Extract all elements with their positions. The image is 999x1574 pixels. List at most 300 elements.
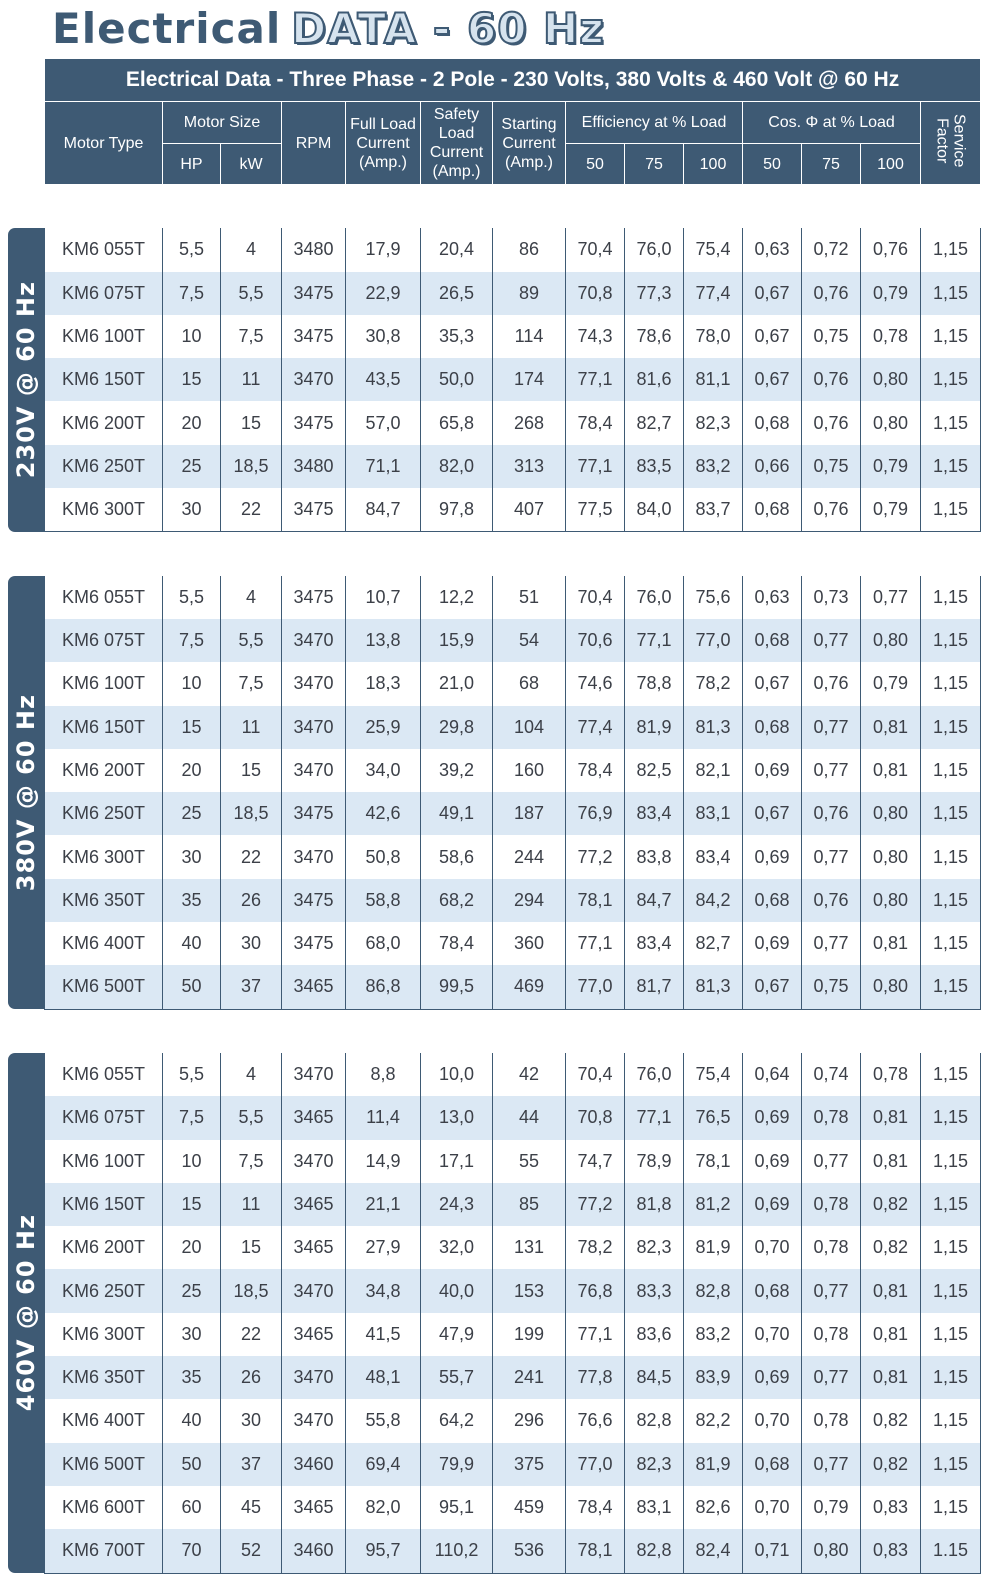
cell-cos-50: 0,63 (743, 228, 802, 271)
cell-safety-load-current: 47,9 (421, 1313, 493, 1356)
cell-kw: 5,5 (221, 619, 282, 662)
cell-full-load-current: 84,7 (346, 488, 421, 532)
cell-safety-load-current: 35,3 (421, 315, 493, 358)
cell-service-factor: 1,15 (921, 1183, 981, 1226)
cell-rpm: 3475 (282, 272, 346, 315)
cell-full-load-current: 34,0 (346, 749, 421, 792)
cell-full-load-current: 58,8 (346, 879, 421, 922)
cell-full-load-current: 22,9 (346, 272, 421, 315)
cell-hp: 5,5 (163, 576, 221, 619)
cell-kw: 45 (221, 1486, 282, 1529)
cell-service-factor: 1,15 (921, 792, 981, 835)
cell-eff-100: 75,4 (684, 228, 743, 271)
cell-eff-75: 81,8 (625, 1183, 684, 1226)
cell-starting-current: 104 (493, 706, 566, 749)
cell-eff-75: 84,0 (625, 488, 684, 532)
cell-cos-100: 0,79 (861, 662, 921, 705)
cell-motor-type: KM6 700T (45, 1529, 163, 1573)
cell-service-factor: 1,15 (921, 879, 981, 922)
cell-eff-50: 78,4 (566, 401, 625, 444)
cell-cos-100: 0,82 (861, 1399, 921, 1442)
electrical-data-table (44, 58, 981, 1574)
cell-starting-current: 68 (493, 662, 566, 705)
cell-cos-75: 0,77 (802, 1269, 861, 1312)
cell-motor-type: KM6 500T (45, 965, 163, 1009)
cell-hp: 7,5 (163, 272, 221, 315)
cell-starting-current: 54 (493, 619, 566, 662)
cell-eff-100: 77,0 (684, 619, 743, 662)
cell-eff-75: 81,9 (625, 706, 684, 749)
cell-cos-100: 0,80 (861, 965, 921, 1009)
cell-hp: 5,5 (163, 1053, 221, 1096)
cell-eff-50: 77,2 (566, 1183, 625, 1226)
cell-eff-50: 76,8 (566, 1269, 625, 1312)
cell-cos-100: 0,80 (861, 835, 921, 878)
cell-service-factor: 1,15 (921, 445, 981, 488)
voltage-tab-460v (8, 1053, 44, 1573)
cell-eff-100: 75,6 (684, 576, 743, 619)
cell-cos-75: 0,76 (802, 662, 861, 705)
cell-kw: 4 (221, 576, 282, 619)
cell-cos-50: 0,69 (743, 835, 802, 878)
cell-eff-50: 70,8 (566, 272, 625, 315)
cell-rpm: 3465 (282, 1183, 346, 1226)
cell-motor-type: KM6 200T (45, 1226, 163, 1269)
cell-cos-75: 0,75 (802, 445, 861, 488)
cell-cos-100: 0,81 (861, 1096, 921, 1139)
cell-eff-75: 82,3 (625, 1443, 684, 1486)
table-row (45, 228, 981, 271)
cell-full-load-current: 41,5 (346, 1313, 421, 1356)
cell-cos-50: 0,69 (743, 1096, 802, 1139)
cell-rpm: 3470 (282, 662, 346, 705)
cell-cos-100: 0,81 (861, 1140, 921, 1183)
cell-safety-load-current: 29,8 (421, 706, 493, 749)
title-main: Electrical (52, 4, 282, 53)
cell-hp: 60 (163, 1486, 221, 1529)
cell-service-factor: 1,15 (921, 1486, 981, 1529)
cell-eff-100: 82,3 (684, 401, 743, 444)
cell-hp: 10 (163, 315, 221, 358)
cell-safety-load-current: 82,0 (421, 445, 493, 488)
table-row (45, 315, 981, 358)
cell-cos-50: 0,69 (743, 1356, 802, 1399)
cell-motor-type: KM6 300T (45, 1313, 163, 1356)
cell-rpm: 3475 (282, 792, 346, 835)
cell-safety-load-current: 49,1 (421, 792, 493, 835)
cell-motor-type: KM6 300T (45, 835, 163, 878)
cell-cos-50: 0,70 (743, 1313, 802, 1356)
cell-eff-75: 76,0 (625, 576, 684, 619)
cell-full-load-current: 57,0 (346, 401, 421, 444)
table-row (45, 1226, 981, 1269)
cell-motor-type: KM6 300T (45, 488, 163, 532)
cell-starting-current: 114 (493, 315, 566, 358)
cell-eff-75: 78,6 (625, 315, 684, 358)
cell-motor-type: KM6 100T (45, 315, 163, 358)
cell-service-factor: 1,15 (921, 749, 981, 792)
table-row (45, 1140, 981, 1183)
cell-safety-load-current: 64,2 (421, 1399, 493, 1442)
cell-service-factor: 1,15 (921, 1399, 981, 1442)
cell-eff-75: 81,6 (625, 358, 684, 401)
table-row (45, 619, 981, 662)
electrical-data-table-wrapper (44, 58, 980, 1574)
cell-cos-75: 0,75 (802, 315, 861, 358)
cell-starting-current: 153 (493, 1269, 566, 1312)
cell-eff-75: 82,3 (625, 1226, 684, 1269)
cell-rpm: 3460 (282, 1443, 346, 1486)
cell-cos-100: 0,80 (861, 358, 921, 401)
table-row (45, 1486, 981, 1529)
cell-cos-50: 0,67 (743, 358, 802, 401)
cell-cos-50: 0,70 (743, 1399, 802, 1442)
cell-eff-50: 78,1 (566, 879, 625, 922)
header-eff-100: 100 (684, 144, 743, 185)
cell-starting-current: 469 (493, 965, 566, 1009)
table-caption: Electrical Data - Three Phase - 2 Pole - 230 Volts, 380 Volts & 460 Volt @ 60 Hz (45, 59, 981, 102)
cell-hp: 40 (163, 1399, 221, 1442)
cell-cos-50: 0,67 (743, 315, 802, 358)
cell-kw: 7,5 (221, 662, 282, 705)
cell-eff-50: 77,4 (566, 706, 625, 749)
cell-service-factor: 1,15 (921, 706, 981, 749)
table-row (45, 1053, 981, 1096)
cell-safety-load-current: 110,2 (421, 1529, 493, 1573)
cell-kw: 18,5 (221, 792, 282, 835)
cell-starting-current: 536 (493, 1529, 566, 1573)
cell-rpm: 3460 (282, 1529, 346, 1573)
table-row (45, 272, 981, 315)
cell-hp: 7,5 (163, 1096, 221, 1139)
cell-rpm: 3470 (282, 1356, 346, 1399)
cell-eff-100: 83,7 (684, 488, 743, 532)
cell-service-factor: 1,15 (921, 662, 981, 705)
cell-motor-type: KM6 250T (45, 1269, 163, 1312)
cell-cos-75: 0,76 (802, 792, 861, 835)
cell-service-factor: 1,15 (921, 1226, 981, 1269)
cell-eff-75: 82,8 (625, 1399, 684, 1442)
cell-cos-50: 0,67 (743, 965, 802, 1009)
cell-cos-75: 0,78 (802, 1226, 861, 1269)
table-row (45, 358, 981, 401)
cell-cos-100: 0,79 (861, 445, 921, 488)
cell-eff-50: 76,6 (566, 1399, 625, 1442)
cell-cos-75: 0,77 (802, 619, 861, 662)
cell-eff-50: 77,0 (566, 965, 625, 1009)
cell-rpm: 3480 (282, 445, 346, 488)
table-row (45, 1356, 981, 1399)
cell-eff-50: 77,1 (566, 1313, 625, 1356)
cell-starting-current: 313 (493, 445, 566, 488)
cell-cos-75: 0,75 (802, 965, 861, 1009)
cell-rpm: 3475 (282, 576, 346, 619)
cell-kw: 30 (221, 1399, 282, 1442)
cell-eff-50: 77,1 (566, 445, 625, 488)
cell-eff-75: 82,7 (625, 401, 684, 444)
cell-rpm: 3475 (282, 315, 346, 358)
cell-eff-50: 77,0 (566, 1443, 625, 1486)
cell-eff-50: 78,4 (566, 1486, 625, 1529)
cell-eff-75: 83,4 (625, 922, 684, 965)
table-row (45, 1269, 981, 1312)
cell-full-load-current: 95,7 (346, 1529, 421, 1573)
cell-safety-load-current: 50,0 (421, 358, 493, 401)
cell-eff-75: 83,5 (625, 445, 684, 488)
cell-cos-75: 0,79 (802, 1486, 861, 1529)
cell-cos-100: 0,81 (861, 749, 921, 792)
cell-motor-type: KM6 250T (45, 792, 163, 835)
cell-cos-75: 0,77 (802, 835, 861, 878)
cell-kw: 4 (221, 228, 282, 271)
cell-eff-100: 81,2 (684, 1183, 743, 1226)
cell-cos-100: 0,81 (861, 1313, 921, 1356)
cell-kw: 11 (221, 706, 282, 749)
cell-hp: 10 (163, 662, 221, 705)
cell-eff-50: 70,4 (566, 576, 625, 619)
cell-hp: 50 (163, 965, 221, 1009)
cell-starting-current: 375 (493, 1443, 566, 1486)
cell-kw: 15 (221, 749, 282, 792)
cell-kw: 26 (221, 1356, 282, 1399)
table-row (45, 1096, 981, 1139)
cell-cos-75: 0,78 (802, 1313, 861, 1356)
table-row (45, 706, 981, 749)
cell-motor-type: KM6 350T (45, 1356, 163, 1399)
cell-cos-100: 0,82 (861, 1443, 921, 1486)
table-row (45, 922, 981, 965)
cell-starting-current: 407 (493, 488, 566, 532)
cell-motor-type: KM6 500T (45, 1443, 163, 1486)
table-row (45, 576, 981, 619)
cell-cos-50: 0,68 (743, 1269, 802, 1312)
cell-eff-100: 78,1 (684, 1140, 743, 1183)
cell-hp: 25 (163, 445, 221, 488)
cell-cos-100: 0,81 (861, 922, 921, 965)
cell-starting-current: 42 (493, 1053, 566, 1096)
cell-kw: 18,5 (221, 1269, 282, 1312)
cell-rpm: 3470 (282, 1053, 346, 1096)
cell-motor-type: KM6 075T (45, 1096, 163, 1139)
cell-full-load-current: 18,3 (346, 662, 421, 705)
cell-rpm: 3475 (282, 879, 346, 922)
cell-cos-50: 0,69 (743, 1140, 802, 1183)
cell-rpm: 3470 (282, 358, 346, 401)
cell-eff-100: 76,5 (684, 1096, 743, 1139)
cell-rpm: 3470 (282, 749, 346, 792)
cell-hp: 50 (163, 1443, 221, 1486)
header-hp: HP (163, 144, 221, 185)
header-rpm: RPM (282, 102, 346, 185)
cell-service-factor: 1,15 (921, 401, 981, 444)
cell-kw: 26 (221, 879, 282, 922)
cell-eff-100: 75,4 (684, 1053, 743, 1096)
cell-full-load-current: 48,1 (346, 1356, 421, 1399)
cell-rpm: 3475 (282, 401, 346, 444)
table-row (45, 792, 981, 835)
cell-rpm: 3465 (282, 965, 346, 1009)
cell-kw: 30 (221, 922, 282, 965)
cell-eff-100: 82,1 (684, 749, 743, 792)
cell-eff-100: 78,0 (684, 315, 743, 358)
cell-cos-100: 0,83 (861, 1529, 921, 1573)
table-row (45, 488, 981, 532)
cell-eff-50: 70,4 (566, 1053, 625, 1096)
cell-safety-load-current: 95,1 (421, 1486, 493, 1529)
cell-cos-50: 0,68 (743, 706, 802, 749)
cell-rpm: 3470 (282, 835, 346, 878)
cell-safety-load-current: 39,2 (421, 749, 493, 792)
cell-rpm: 3480 (282, 228, 346, 271)
cell-safety-load-current: 79,9 (421, 1443, 493, 1486)
cell-cos-100: 0,83 (861, 1486, 921, 1529)
cell-cos-50: 0,64 (743, 1053, 802, 1096)
cell-kw: 11 (221, 358, 282, 401)
cell-full-load-current: 13,8 (346, 619, 421, 662)
cell-motor-type: KM6 055T (45, 1053, 163, 1096)
cell-motor-type: KM6 250T (45, 445, 163, 488)
cell-eff-50: 77,2 (566, 835, 625, 878)
cell-cos-100: 0,79 (861, 272, 921, 315)
table-row (45, 662, 981, 705)
cell-hp: 40 (163, 922, 221, 965)
header-motor-size: Motor Size (163, 102, 282, 144)
cell-hp: 30 (163, 835, 221, 878)
cell-hp: 70 (163, 1529, 221, 1573)
cell-service-factor: 1,15 (921, 358, 981, 401)
cell-cos-50: 0,70 (743, 1486, 802, 1529)
cell-eff-75: 84,7 (625, 879, 684, 922)
header-cos-75: 75 (802, 144, 861, 185)
cell-eff-75: 83,4 (625, 792, 684, 835)
cell-hp: 10 (163, 1140, 221, 1183)
cell-kw: 7,5 (221, 1140, 282, 1183)
cell-rpm: 3470 (282, 1269, 346, 1312)
cell-eff-50: 77,5 (566, 488, 625, 532)
cell-eff-50: 77,1 (566, 358, 625, 401)
header-eff-75: 75 (625, 144, 684, 185)
cell-motor-type: KM6 075T (45, 619, 163, 662)
cell-service-factor: 1,15 (921, 576, 981, 619)
cell-starting-current: 55 (493, 1140, 566, 1183)
cell-cos-100: 0,80 (861, 619, 921, 662)
cell-service-factor: 1,15 (921, 488, 981, 532)
cell-rpm: 3465 (282, 1096, 346, 1139)
cell-cos-75: 0,78 (802, 1399, 861, 1442)
cell-eff-75: 83,6 (625, 1313, 684, 1356)
header-starting-current: Starting Current (Amp.) (493, 102, 566, 185)
header-cos-phi: Cos. Φ at % Load (743, 102, 921, 144)
cell-starting-current: 459 (493, 1486, 566, 1529)
table-row (45, 879, 981, 922)
header-service-factor (921, 102, 981, 185)
cell-hp: 15 (163, 706, 221, 749)
cell-motor-type: KM6 400T (45, 1399, 163, 1442)
cell-hp: 15 (163, 358, 221, 401)
cell-eff-75: 77,1 (625, 619, 684, 662)
cell-safety-load-current: 40,0 (421, 1269, 493, 1312)
cell-cos-100: 0,76 (861, 228, 921, 271)
cell-starting-current: 294 (493, 879, 566, 922)
cell-eff-50: 78,1 (566, 1529, 625, 1573)
cell-kw: 15 (221, 1226, 282, 1269)
cell-hp: 20 (163, 749, 221, 792)
cell-safety-load-current: 12,2 (421, 576, 493, 619)
cell-safety-load-current: 26,5 (421, 272, 493, 315)
cell-cos-75: 0,77 (802, 922, 861, 965)
cell-eff-50: 76,9 (566, 792, 625, 835)
cell-full-load-current: 27,9 (346, 1226, 421, 1269)
table-row (45, 1443, 981, 1486)
cell-service-factor: 1,15 (921, 1096, 981, 1139)
table-row (45, 445, 981, 488)
cell-service-factor: 1,15 (921, 1140, 981, 1183)
cell-eff-100: 83,2 (684, 1313, 743, 1356)
header-full-load-current: Full Load Current (Amp.) (346, 102, 421, 185)
cell-service-factor: 1,15 (921, 315, 981, 358)
cell-full-load-current: 50,8 (346, 835, 421, 878)
cell-eff-50: 77,1 (566, 922, 625, 965)
cell-eff-75: 77,1 (625, 1096, 684, 1139)
cell-eff-75: 82,8 (625, 1529, 684, 1573)
cell-eff-75: 76,0 (625, 1053, 684, 1096)
cell-cos-50: 0,68 (743, 619, 802, 662)
cell-motor-type: KM6 100T (45, 1140, 163, 1183)
cell-motor-type: KM6 600T (45, 1486, 163, 1529)
cell-kw: 5,5 (221, 272, 282, 315)
cell-starting-current: 89 (493, 272, 566, 315)
cell-full-load-current: 71,1 (346, 445, 421, 488)
cell-starting-current: 174 (493, 358, 566, 401)
cell-eff-75: 78,9 (625, 1140, 684, 1183)
service-factor-label: Service Factor (933, 113, 968, 168)
cell-eff-50: 77,8 (566, 1356, 625, 1399)
cell-hp: 7,5 (163, 619, 221, 662)
cell-hp: 25 (163, 1269, 221, 1312)
cell-rpm: 3470 (282, 619, 346, 662)
cell-service-factor: 1.15 (921, 1529, 981, 1573)
cell-cos-100: 0,81 (861, 1356, 921, 1399)
cell-starting-current: 187 (493, 792, 566, 835)
cell-eff-50: 70,4 (566, 228, 625, 271)
cell-safety-load-current: 65,8 (421, 401, 493, 444)
cell-cos-75: 0,77 (802, 706, 861, 749)
cell-starting-current: 44 (493, 1096, 566, 1139)
header-motor-type: Motor Type (45, 102, 163, 185)
cell-service-factor: 1,15 (921, 228, 981, 271)
cell-cos-75: 0,77 (802, 1443, 861, 1486)
cell-starting-current: 85 (493, 1183, 566, 1226)
cell-kw: 22 (221, 488, 282, 532)
cell-starting-current: 131 (493, 1226, 566, 1269)
cell-cos-75: 0,78 (802, 1096, 861, 1139)
cell-motor-type: KM6 400T (45, 922, 163, 965)
cell-cos-100: 0,81 (861, 1269, 921, 1312)
cell-eff-50: 70,8 (566, 1096, 625, 1139)
cell-cos-75: 0,77 (802, 749, 861, 792)
cell-safety-load-current: 68,2 (421, 879, 493, 922)
section-460v (45, 1053, 981, 1573)
cell-cos-50: 0,68 (743, 488, 802, 532)
cell-safety-load-current: 24,3 (421, 1183, 493, 1226)
cell-eff-100: 81,9 (684, 1226, 743, 1269)
cell-cos-50: 0,67 (743, 662, 802, 705)
cell-cos-50: 0,69 (743, 749, 802, 792)
cell-service-factor: 1,15 (921, 1443, 981, 1486)
cell-eff-100: 81,1 (684, 358, 743, 401)
cell-safety-load-current: 78,4 (421, 922, 493, 965)
cell-eff-100: 82,2 (684, 1399, 743, 1442)
